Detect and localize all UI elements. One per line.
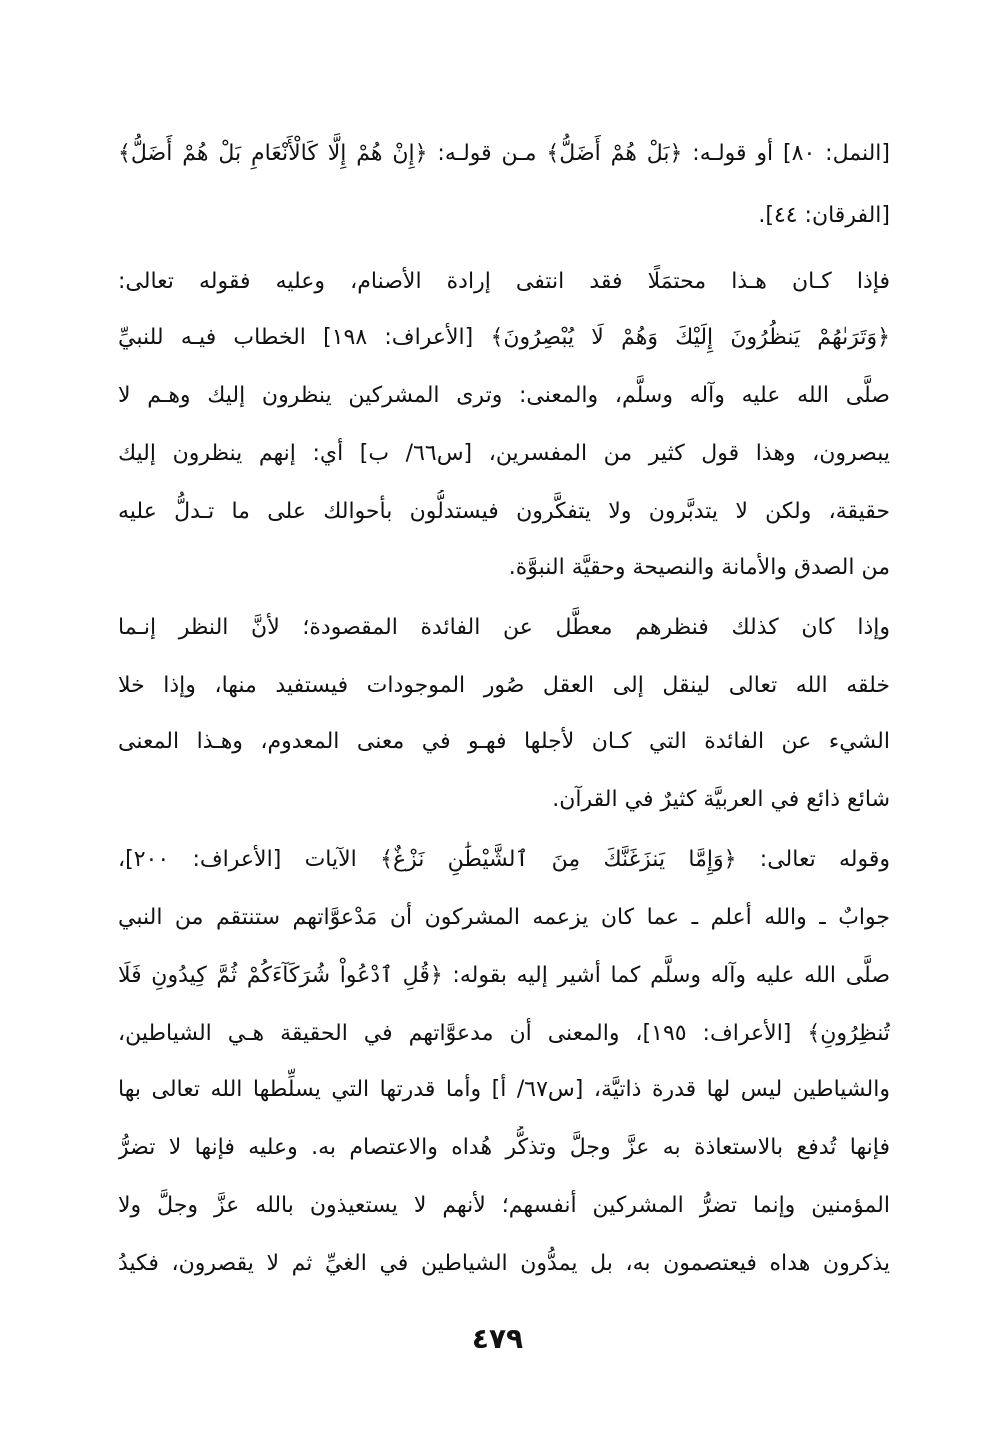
text-line: يبصرون، وهذا قول كثير من المفسرين، [س٦٦/ ب] أي: إنهم ينظرون إليك <box>118 441 890 466</box>
text-line: جوابٌ ـ والله أعلم ـ عما كان يزعمه المشركون أن مَدْعوَّاتهم ستنتقم من النبي <box>118 905 890 930</box>
page-number: ٤٧٩ <box>471 1322 524 1355</box>
text-line: شائع ذائع في العربيَّة كثيرٌ في القرآن. <box>552 787 890 812</box>
text-line: حقيقة، ولكن لا يتدبَّرون ولا يتفكَّرون فيستدلُّون بأحوالك على ما تـدلُّ عليه <box>118 499 890 524</box>
text-line: وإذا كان كذلك فنظرهم معطَّل عن الفائدة المقصودة؛ لأنَّ النظر إنـما <box>118 615 890 640</box>
text-line: المؤمنين وإنما تضرُّ المشركين أنفسهم؛ لأنهم لا يستعيذون بالله عزَّ وجلَّ ولا <box>118 1193 890 1218</box>
text-line: [النمل: ٨٠] أو قولـه: ﴿بَلْ هُمْ أَضَلُّ﴾ مـن قولـه: ﴿إِنْ هُمْ إِلَّا كَالْأَنْعَامِ بَلْ هُمْ أَضَلُّ﴾ <box>118 141 890 166</box>
text-line: [الفرقان: ٤٤]. <box>758 203 890 228</box>
text-line: يذكرون هداه فيعتصمون به، بل يمدُّون الشياطين في الغيِّ ثم لا يقصرون، فكيدُ <box>118 1251 890 1276</box>
text-line: فإنها تُدفع بالاستعاذة به عزَّ وجلَّ وتذكُّر هُداه والاعتصام به. وعليه فإنها لا تضرُّ <box>118 1135 890 1160</box>
text-line: فإذا كـان هـذا محتمَلًا فقد انتفى إرادة الأصنام، وعليه فقوله تعالى: <box>118 269 890 294</box>
text-line: صلَّى الله عليه وآله وسلَّم، والمعنى: وترى المشركين ينظرون إليك وهـم لا <box>118 383 890 408</box>
text-line: والشياطين ليس لها قدرة ذاتيَّة، [س٦٧/ أ] وأما قدرتها التي يسلِّطها الله تعالى بها <box>118 1077 890 1102</box>
text-line: خلقه الله تعالى لينقل إلى العقل صُور الموجودات فيستفيد منها، وإذا خلا <box>118 673 890 698</box>
text-line: تُنظِرُونِ﴾ [الأعراف: ١٩٥]، والمعنى أن مدعوَّاتهم في الحقيقة هـي الشياطين، <box>118 1021 890 1046</box>
text-line: الشيء عن الفائدة التي كـان لأجلها فهـو في معنى المعدوم، وهـذا المعنى <box>118 729 890 754</box>
text-line: وقوله تعالى: ﴿وَإِمَّا يَنزَغَنَّكَ مِنَ ٱلشَّيْطَٰنِ نَزْغٌ﴾ الآيات [الأعراف: ٢٠٠]، <box>118 847 890 872</box>
text-line: صلَّى الله عليه وآله وسلَّم كما أشير إليه بقوله: ﴿قُلِ ٱدْعُواْ شُرَكَآءَكُمْ ثُمَّ كِيدُونِ فَلَا <box>118 963 890 988</box>
text-line: ﴿وَتَرَىٰهُمْ يَنظُرُونَ إِلَيْكَ وَهُمْ لَا يُبْصِرُونَ﴾ [الأعراف: ١٩٨] الخطاب فيـه للنبيِّ <box>118 325 890 350</box>
text-line: من الصدق والأمانة والنصيحة وحقيَّة النبوَّة. <box>508 555 890 580</box>
